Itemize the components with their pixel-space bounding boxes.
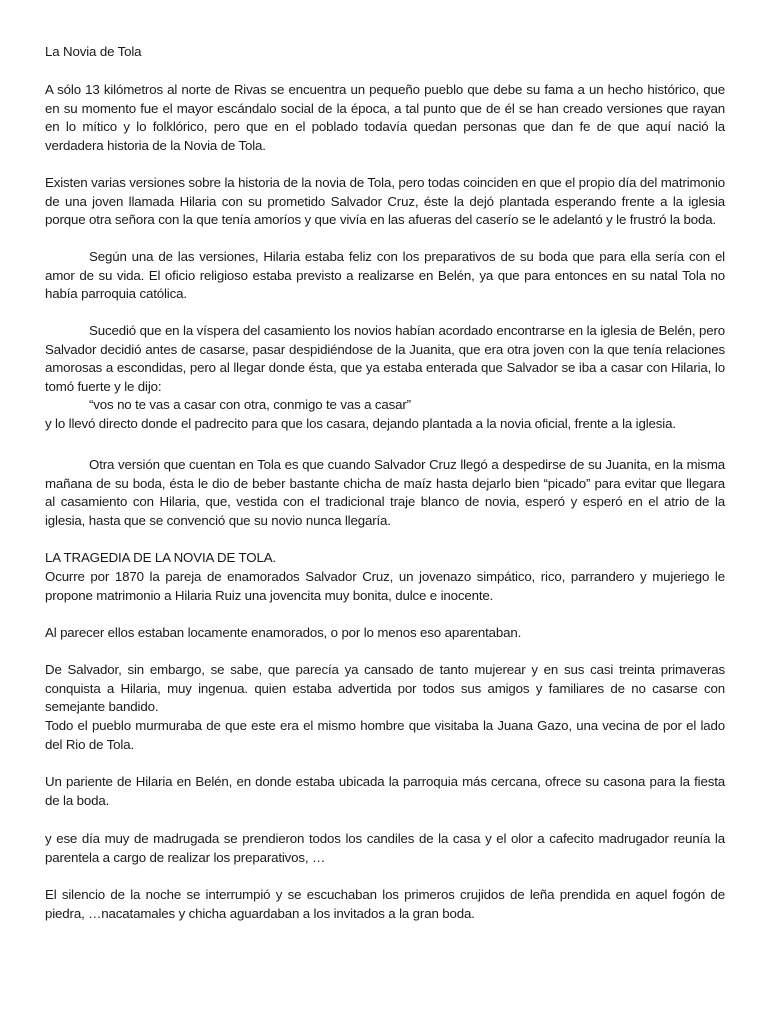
paragraph-enamorados: Al parecer ellos estaban locamente enamorados, o por lo menos eso aparentaban.	[45, 625, 522, 640]
paragraph-salvador: De Salvador, sin embargo, se sabe, que parecía ya cansado de tanto mujerear y en sus casi treinta primaveras conquista a Hilaria, muy ingenua. quien estaba advertida por todos sus amigos y familiares de no casarse con semejante bandido.	[45, 662, 725, 715]
paragraph-pariente: Un pariente de Hilaria en Belén, en donde estaba ubicada la parroquia más cercana, ofrece su casona para la fiesta de la boda.	[45, 774, 725, 808]
paragraph-silencio: El silencio de la noche se interrumpió y se escuchaban los primeros crujidos de leña prendida en aquel fogón de piedra, …nacatamales y chicha aguardaban a los invitados a la gran boda.	[45, 887, 725, 921]
paragraph-intro: A sólo 13 kilómetros al norte de Rivas se encuentra un pequeño pueblo que debe su fama a un hecho histórico, que en su momento fue el mayor escándalo social de la época, a tal punto que de él se han creado versiones que rayan en lo mítico y lo folklórico, pero que en el poblado todavía quedan personas que dan fe de que aquí nació la verdadera historia de la Novia de Tola.	[45, 82, 725, 153]
paragraph-versions: Existen varias versiones sobre la historia de la novia de Tola, pero todas coinciden en que el propio día del matrimonio de una joven llamada Hilaria con su prometido Salvador Cruz, éste la dejó plantada esperando frente a la iglesia porque otra señora con la que tenía amoríos y que vivía en las afueras del caserío se le adelantó y le frustró la boda.	[45, 175, 725, 228]
paragraph-other-version: Otra versión que cuentan en Tola es que cuando Salvador Cruz llegó a despedirse de su Juanita, en la misma mañana de su boda, ésta le dio de beber bastante chicha de maíz hasta dejarlo bien “picado” para evitar que llegara al casamiento con Hilaria, que, vestida con el tradicional traje blanco de novia, esperó y esperó en el atrio de la iglesia, hasta que se convenció que su novio nunca llegaría.	[45, 457, 725, 528]
quote-line: “vos no te vas a casar con otra, conmigo te vas a casar”	[89, 397, 411, 413]
paragraph-eve: Sucedió que en la víspera del casamiento los novios habían acordado encontrarse en la iglesia de Belén, pero Salvador decidió antes de casarse, pasar despidiéndose de la Juanita, que era otra joven con la que tenía relaciones amorosas a escondidas, pero al llegar donde ésta, que ya estaba enterada que Salvador se iba a casar con Hilaria, lo tomó fuerte y le dijo:	[45, 323, 725, 394]
paragraph-madrugada: y ese día muy de madrugada se prendieron todos los candiles de la casa y el olor a cafecito madrugador reunía la parentela a cargo de realizar los preparativos, …	[45, 831, 725, 865]
paragraph-murmuraba: Todo el pueblo murmuraba de que este era el mismo hombre que visitaba la Juana Gazo, una vecina de por el lado del Rio de Tola.	[45, 718, 725, 752]
paragraph-group-quote	[45, 322, 725, 434]
section-heading-tragedy: LA TRAGEDIA DE LA NOVIA DE TOLA.	[45, 550, 276, 565]
document-title: La Novia de Tola	[45, 44, 142, 59]
paragraph-church: y lo llevó directo donde el padrecito para que los casara, dejando plantada a la novia oficial, frente a la iglesia.	[45, 415, 676, 431]
paragraph-version-one: Según una de las versiones, Hilaria estaba feliz con los preparativos de su boda que para ella sería con el amor de su vida. El oficio religioso estaba previsto a realizarse en Belén, ya que para entonces en su natal Tola no había parroquia católica.	[45, 249, 725, 302]
paragraph-1870: Ocurre por 1870 la pareja de enamorados Salvador Cruz, un jovenazo simpático, rico, parrandero y mujeriego le propone matrimonio a Hilaria Ruiz una jovencita muy bonita, dulce e inocente.	[45, 569, 725, 603]
